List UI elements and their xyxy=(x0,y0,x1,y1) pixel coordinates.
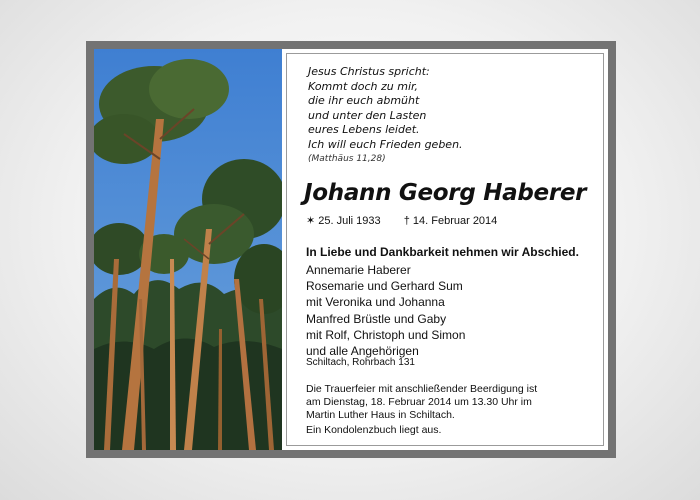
condolence-book-note: Ein Kondolenzbuch liegt aus. xyxy=(306,424,442,436)
death-date: † 14. Februar 2014 xyxy=(403,215,498,227)
funeral-ceremony-info xyxy=(306,383,602,423)
mourner-line: Rosemarie und Gerhard Sum xyxy=(306,279,463,294)
obituary-notice xyxy=(86,41,616,458)
deceased-name: Johann Georg Haberer xyxy=(304,180,587,206)
verse-line: Jesus Christus spricht: xyxy=(308,65,430,78)
verse-reference: (Matthäus 11,28) xyxy=(308,154,386,164)
text-panel xyxy=(282,49,608,450)
verse-line: und unter den Lasten xyxy=(308,108,427,122)
mourner-line: Annemarie Haberer xyxy=(306,263,411,277)
farewell-heading: In Liebe und Dankbarkeit nehmen wir Abschied. xyxy=(306,245,579,259)
life-dates xyxy=(306,214,606,227)
ceremony-line: am Dienstag, 18. Februar 2014 um 13.30 Uhr im xyxy=(306,396,532,409)
mourner-line: mit Rolf, Christoph und Simon xyxy=(306,327,466,342)
mourner-line: mit Veronika und Johanna xyxy=(306,295,445,310)
mourner-line: Manfred Brüstle und Gaby xyxy=(306,311,447,326)
verse-line: Ich will euch Frieden geben. xyxy=(308,137,463,151)
bible-verse xyxy=(308,65,598,166)
ceremony-line: Die Trauerfeier mit anschließender Beerdigung ist xyxy=(306,383,538,395)
mourners-list xyxy=(306,262,596,359)
birth-date: ✶ 25. Juli 1933 xyxy=(306,215,381,227)
verse-line: die ihr euch abmüht xyxy=(308,94,420,107)
ceremony-line: Martin Luther Haus in Schiltach. xyxy=(306,409,455,422)
verse-line: eures Lebens leidet. xyxy=(308,123,420,136)
pine-trees-photo xyxy=(94,49,282,450)
family-address: Schiltach, Rohrbach 131 xyxy=(306,357,415,368)
mourner-line: und alle Angehörigen xyxy=(306,344,419,359)
pine-trees-illustration xyxy=(94,49,282,450)
verse-line: Kommt doch zu mir, xyxy=(308,79,419,93)
